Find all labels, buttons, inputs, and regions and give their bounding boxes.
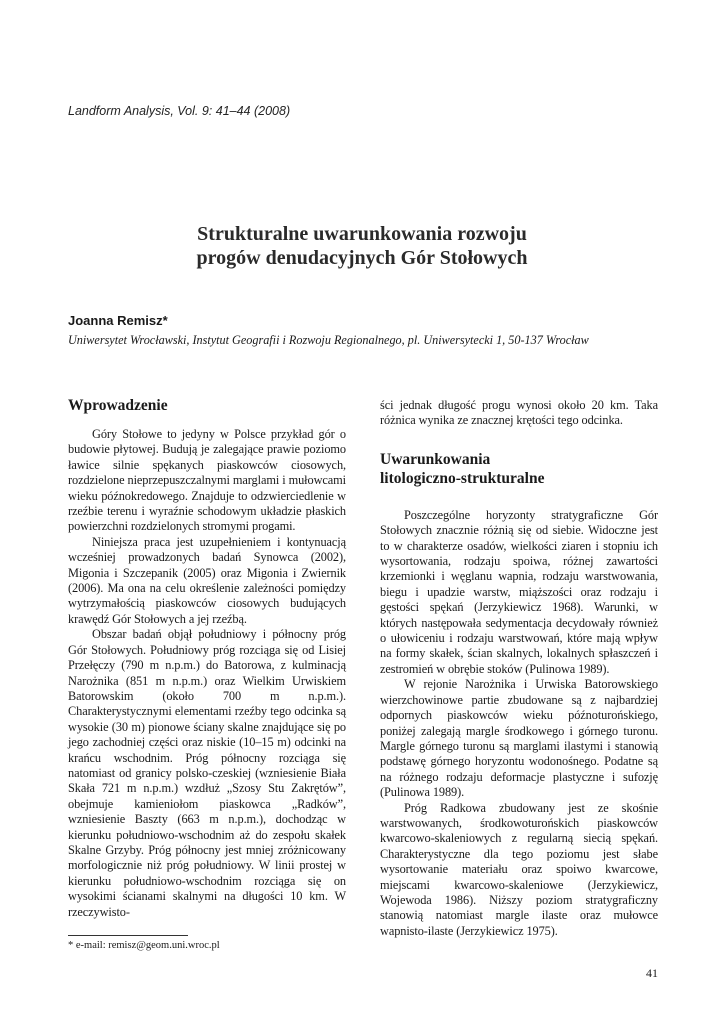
title-line-1: Strukturalne uwarunkowania rozwoju — [197, 223, 527, 245]
section-heading-intro: Wprowadzenie — [68, 397, 168, 414]
author-name: Joanna Remisz* — [68, 313, 168, 328]
title-line-2: progów denudacyjnych Gór Stołowych — [196, 247, 528, 269]
left-column — [68, 396, 346, 920]
litho-paragraph-1: Poszczególne horyzonty stratygraficzne Gór Stołowych znacznie różnią się od siebie. Widoczne jest to w charakterze osadów, wielkości ziaren i stopniu ich wysortowania, rodzaju spoiwa, różnej zawartości krzemionki i węglanu wapnia, rodzaju warstwowania, biegu i upadzie warstw, miąższości oraz rodzaju i gęstości spękań (Jerzykiewicz 1968). Warunki, w których następowała sedymentacja decydowały również o ułowiceniu i rodzaju warstwowań, które mają wpływ na formy skałek, ścian skalnych, lokalnych spłaszczeń i zestromień w obrębie stoków (Pulinowa 1989). — [380, 507, 658, 676]
section-heading-lithology-line-2: litologiczno-strukturalne — [380, 469, 545, 487]
article-title — [0, 222, 724, 270]
author-affiliation: Uniwersytet Wrocławski, Instytut Geografii i Rozwoju Regionalnego, pl. Uniwersytecki 1, 50-137 Wrocław — [68, 333, 589, 347]
intro-paragraph-3-continued: ści jednak długość progu wynosi około 20 km. Taka różnica wynika ze znacznej krętości tego odcinka. — [380, 398, 658, 428]
footnote-divider — [68, 935, 188, 936]
journal-citation: Landform Analysis, Vol. 9: 41–44 (2008) — [68, 104, 291, 118]
right-column — [380, 398, 658, 939]
footnote-email: * e-mail: remisz@geom.uni.wroc.pl — [68, 940, 220, 951]
litho-paragraph-3: Próg Radkowa zbudowany jest ze skośnie warstwowanych, środkowoturońskich piaskowców kwarcowo-skaleniowych z regularną siecią spękań. Charakterystyczne dla tego poziomu jest słabe wysortowanie materiału oraz spoiwo kwarcowe, miejscami kwarcowo-skaleniowe (Jerzykiewicz, Wojewoda 1986). Niższy poziom stratygraficzny stanowią natomiast margle ilaste oraz mułowce wapnisto-ilaste (Jerzykiewicz 1975). — [380, 800, 658, 938]
litho-paragraph-2: W rejonie Narożnika i Urwiska Batorowskiego wierzchowinowe partie zbudowane są z najbardziej odpornych piaskowców wieku późnoturońskiego, poniżej zalegają margle środkowego i górnego turonu. Margle górnego turonu są marglami ilastymi i stanowią podstawę górnego horyzontu wodonośnego. Podatne są na różnego rodzaju deformacje plastyczne i sufozję (Pulinowa 1989). — [380, 677, 658, 800]
intro-paragraph-2: Niniejsza praca jest uzupełnieniem i kontynuacją wcześniej prowadzonych badań Synowca (2002), Migonia i Szczepanik (2005) oraz Migonia i Zwiernik (2006). Ma ona na celu określenie zależności pomiędzy wytrzymałością piaskowców ciosowych budujących krawędź Gór Stołowych a jej rzeźbą. — [68, 534, 346, 626]
section-heading-lithology — [380, 450, 658, 488]
intro-paragraph-3: Obszar badań objął południowy i północny próg Gór Stołowych. Południowy próg rozciąga się od Lisiej Przełęczy (790 m n.p.m.) do Batorowa, z kulminacją Narożnika (851 m n.p.m.) oraz Wielkim Urwiskiem Batorowskim (około 700 m n.p.m.). Charakterystycznymi elementami rzeźby tego odcinka są wysokie (30 m) pionowe ściany skalne znajdujące się po jego zachodniej części oraz niskie (10–15 m) odcinki na krańcu wschodnim. Próg północny rozciąga się natomiast od granicy polsko-czeskiej (wzniesienie Biała Skała 721 m n.p.m.) wzdłuż „Szosy Stu Zakrętów”, obejmuje kamieniołom piaskowca „Radków”, wzniesienie Baszty (663 m n.p.m.), dochodząc w kierunku południowo-wschodnim aż do zespołu skałek Skalne Grzyby. Próg północny jest mniej zróżnicowany morfologicznie niż próg południowy. W linii prostej w kierunku południowo-wschodnim rozciąga się on wysokimi ścianami skalnymi na długości 10 km. W rzeczywisto- — [68, 627, 346, 919]
intro-paragraph-1: Góry Stołowe to jedyny w Polsce przykład gór o budowie płytowej. Budują je zalegające prawie poziomo ławice silnie spękanych piaskowców ciosowych, rozdzielone nieprzepuszczalnymi marglami i mułowcami wieku późnokredowego. Znajduje to odzwierciedlenie w rzeźbie terenu i wyraźnie schodowym układzie płaskich powierzchni rozdzielonych stromymi progami. — [68, 427, 346, 534]
section-heading-lithology-line-1: Uwarunkowania — [380, 450, 491, 468]
page-number: 41 — [646, 966, 658, 980]
